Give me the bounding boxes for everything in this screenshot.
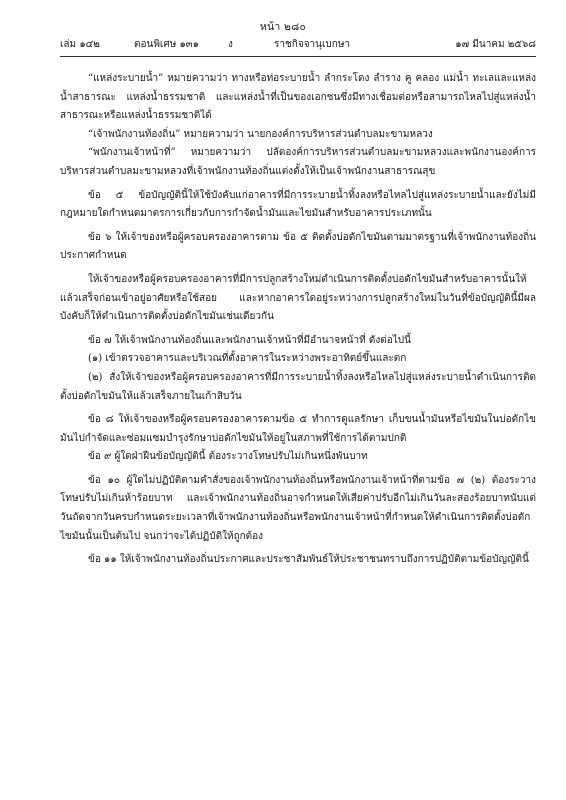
- clause-10: ข้อ ๑๐ ผู้ใดไม่ปฏิบัติตามคำสั่งของเจ้าพนักงานท้องถิ่นหรือพนักงานเจ้าหน้าที่ตามข้อ ๗ (๒) ต้องระวางโทษปรับไม่เกินห้าร้อยบาท และเจ้าพนักงานท้องถิ่นอาจกำหนดให้เสียค่าปรับอีกไม่เกินวันละสองร้อยบาทนับแต่วันถัดจากวันครบกำหนดระยะเวลาที่เจ้าพนักงานท้องถิ่นหรือพนักงานเจ้าหน้าที่กำหนดให้ดำเนินการติดตั้งบ่อดักไขมันนั้นเป็นต้นไป จนกว่าจะได้ปฏิบัติให้ถูกต้อง: [60, 474, 536, 542]
- clause-7-item-2: (๒) สั่งให้เจ้าของหรือผู้ครอบครองอาคารที่มีการระบายน้ำทิ้งลงหรือไหลไปสู่แหล่งระบายน้ำดำเนินการติดตั้งบ่อดักไขมันให้แล้วเสร็จภายในเก้าสิบวัน: [60, 371, 536, 402]
- issue-number: ตอนพิเศษ ๑๓๑: [134, 39, 199, 50]
- publication-date: ๑๗ มีนาคม ๒๕๖๘: [455, 39, 536, 50]
- definition-local-official: “เจ้าพนักงานท้องถิ่น” หมายความว่า นายกองค์การบริหารส่วนตำบลมะขามหลวง: [88, 128, 433, 140]
- clause-11: ข้อ ๑๑ ให้เจ้าพนักงานท้องถิ่นประกาศและประชาสัมพันธ์ให้ประชาชนทราบถึงการปฏิบัติตามข้อบัญญัตินี้: [88, 554, 529, 566]
- clause-9: ข้อ ๙ ผู้ใดฝ่าฝืนข้อบัญญัตินี้ ต้องระวางโทษปรับไม่เกินหนึ่งพันบาท: [88, 451, 368, 463]
- clause-6: ข้อ ๖ ให้เจ้าของหรือผู้ครอบครองอาคารตาม ข้อ ๕ ติดตั้งบ่อดักไขมันตามมาตรฐานที่เจ้าพนักงานท้องถิ่นประกาศกำหนด: [60, 231, 536, 262]
- header-divider: [60, 56, 536, 57]
- clause-8: ข้อ ๘ ให้เจ้าของหรือผู้ครอบครองอาคารตามข้อ ๕ ทำการดูแลรักษา เก็บขนน้ำมันหรือไขมันในบ่อดักไขมันไปกำจัดและซ่อมแซมบำรุงรักษาบ่อดักไขมันให้อยู่ในสภาพที่ใช้การได้ตามปกติ: [60, 414, 536, 444]
- definition-drainage-source: “แหล่งระบายน้ำ” หมายความว่า ทางหรือท่อระบายน้ำ ลำกระโดง ลำราง คู คลอง แม่น้ำ ทะเลและแหล่งน้ำสาธารณะ แหล่งน้ำธรรมชาติ และแหล่งน้ำที่เป็นของเอกชนซึ่งมีทางเชื่อมต่อหรือสามารถไหลไปสู่แหล่งน้ำสาธารณะหรือแหล่งน้ำธรรมชาติได้: [60, 73, 536, 122]
- volume-number: เล่ม ๑๔๒: [60, 39, 100, 50]
- clause-6-paragraph-2: ให้เจ้าของหรือผู้ครอบครองอาคารที่มีการปลูกสร้างใหม่ดำเนินการติดตั้งบ่อดักไขมันสำหรับอาคารนั้นให้แล้วเสร็จก่อนเข้าอยู่อาศัยหรือใช้สอย และหากอาคารใดอยู่ระหว่างการปลูกสร้างใหม่ในวันที่ข้อบัญญัตินี้มีผลบังคับก็ให้ดำเนินการติดตั้งบ่อดักไขมันเช่นเดียวกัน: [60, 273, 536, 323]
- definition-competent-officer: “พนักงานเจ้าหน้าที่” หมายความว่า ปลัดองค์การบริหารส่วนตำบลมะขามหลวงและพนักงานองค์การบริหารส่วนตำบลมะขามหลวงที่เจ้าพนักงานท้องถิ่นแต่งตั้งให้เป็นเจ้าพนักงานสาธารณสุข: [60, 147, 536, 177]
- clause-7: ข้อ ๗ ให้เจ้าพนักงานท้องถิ่นและพนักงานเจ้าหน้าที่มีอำนาจหน้าที่ ดังต่อไปนี้: [88, 334, 411, 346]
- gazette-name: ราชกิจจานุเบกษา: [274, 39, 351, 50]
- page-number: หน้า ๒๘๐: [259, 21, 307, 33]
- gazette-header: [60, 38, 536, 52]
- clause-5: ข้อ ๕ ข้อบัญญัตินี้ให้ใช้บังคับแก่อาคารที่มีการระบายน้ำทิ้งลงหรือไหลไปสู่แหล่งระบายน้ำและยังไม่มีกฎหมายใดกำหนดมาตรการเกี่ยวกับการกำจัดน้ำมันและไขมันสำหรับอาคารประเภทนั้น: [60, 189, 536, 220]
- clause-7-item-1: (๑) เข้าตรวจอาคารและบริเวณที่ตั้งอาคารในระหว่างพระอาทิตย์ขึ้นและตก: [88, 353, 407, 365]
- section-letter: ง: [228, 39, 233, 50]
- regulation-body: [60, 70, 536, 570]
